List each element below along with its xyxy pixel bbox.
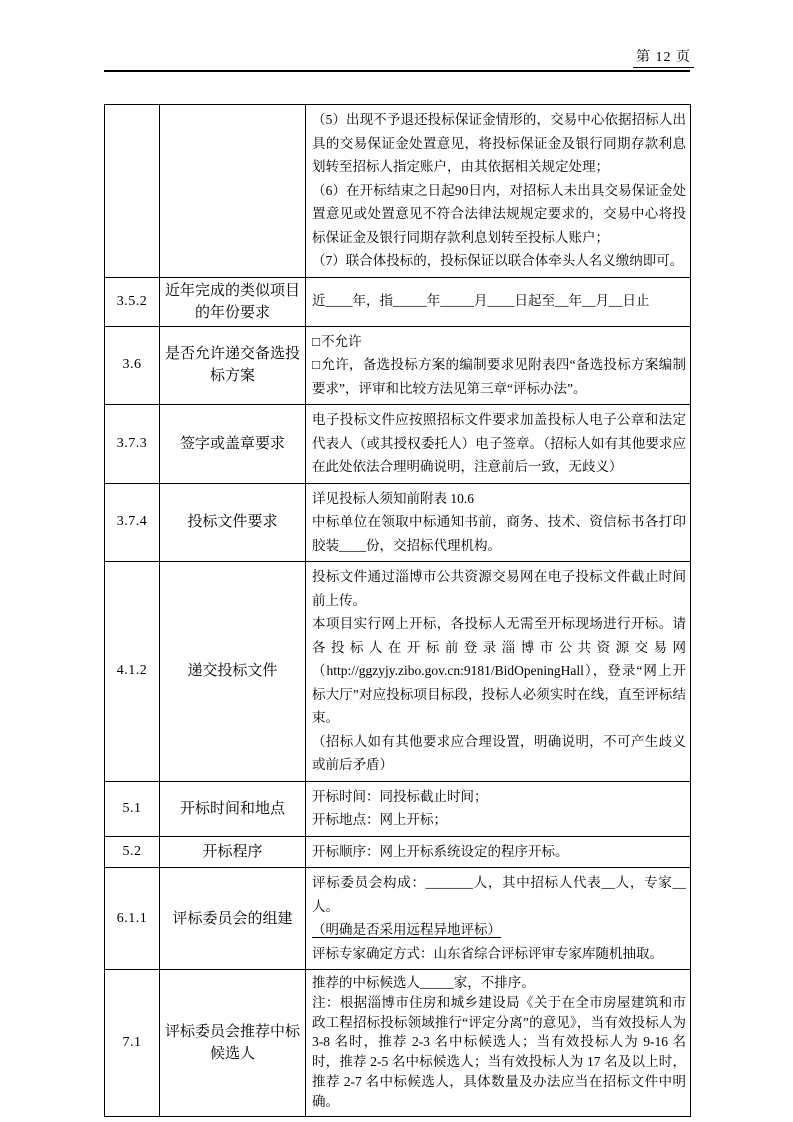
content-paragraph: [312, 808, 686, 832]
content-cell: [306, 405, 691, 484]
item-label-cell: 开标时间和地点: [160, 781, 306, 836]
content-paragraph: [312, 249, 686, 273]
content-cell: [306, 105, 691, 278]
content-cell: [306, 277, 691, 326]
table-row: [105, 836, 691, 868]
clause-number-cell: 3.5.2: [105, 277, 160, 326]
table-row: [105, 781, 691, 836]
paragraph-text: 近____年，指_____年_____月____日起至__年__月__日止: [312, 293, 650, 309]
item-label-cell: 评标委员会的组建: [160, 868, 306, 970]
paragraph-text: 允许，备选投标方案的编制要求见附表四“备选投标方案编制要求”，评审和比较方法见第三章“评标办法”。: [312, 357, 686, 396]
paragraph-text: （明确是否采用远程异地评标）: [312, 922, 501, 937]
paragraph-text: （5）出现不予退还投标保证金情形的，交易中心依据招标人出具的交易保证金处置意见，将投标保证金及银行同期存款利息划转至招标人指定账户，由其依据相关规定处理；: [312, 112, 686, 174]
paragraph-text: 评标专家确定方式：山东省综合评标评审专家库随机抽取。: [312, 945, 663, 961]
table-row: [105, 105, 691, 278]
content-cell: [306, 483, 691, 562]
table-row: [105, 277, 691, 326]
paragraph-text: 开标时间：同投标截止时间；: [312, 788, 488, 804]
paragraph-text: 开标顺序：网上开标系统设定的程序开标。: [312, 843, 569, 859]
content-paragraph: [312, 612, 686, 730]
content-paragraph: [312, 942, 686, 966]
table-row: [105, 326, 691, 405]
paragraph-text: （6）在开标结束之日起90日内，对招标人未出具交易保证金处置意见或处置意见不符合法律法规规定要求的，交易中心将投标保证金及银行同期存款利息划转至投标人账户；: [312, 182, 686, 245]
paragraph-text: 推荐的中标候选人_____家，不排序。: [312, 975, 535, 990]
table-row: [105, 562, 691, 782]
content-paragraph: [312, 408, 686, 479]
paragraph-text: （招标人如有其他要求应合理设置，明确说明，不可产生歧义或前后矛盾）: [312, 733, 686, 772]
content-cell: [306, 970, 691, 1117]
clause-number-cell: 7.1: [105, 970, 160, 1117]
content-paragraph: [312, 565, 686, 612]
checkbox-empty-icon: □: [312, 357, 321, 372]
bid-conditions-table: [104, 104, 691, 1117]
content-cell: [306, 868, 691, 970]
paragraph-text: 注：根据淄博市住房和城乡建设局《关于在全市房屋建筑和市政工程招标投标领域推行“评定分离”的意见》，当有效投标人为 3-8 名时，推荐 2-3 名中标候选人；当有效投标人为 9-16 名时，推荐 2-5 名中标候选人；当有效投标人为 17 名及以上时，推荐 2-7 名中标候选人，具体数量及办法应当在招标文件中明确。: [312, 994, 686, 1109]
content-paragraph: [312, 785, 686, 809]
item-label-cell: 递交投标文件: [160, 562, 306, 782]
content-paragraph: [312, 330, 686, 354]
content-cell: [306, 781, 691, 836]
clause-number-cell: 5.2: [105, 836, 160, 868]
content-paragraph: [312, 108, 686, 179]
item-label-cell: 投标文件要求: [160, 483, 306, 562]
clause-number-cell: 3.7.3: [105, 405, 160, 484]
clause-number-cell: 4.1.2: [105, 562, 160, 782]
item-label-cell: 是否允许递交备选投标方案: [160, 326, 306, 405]
content-paragraph: [312, 730, 686, 777]
item-label-cell: [160, 105, 306, 278]
paragraph-text: 中标单位在领取中标通知书前，商务、技术、资信标书各打印胶装____份，交招标代理机构。: [312, 514, 686, 553]
content-paragraph: [312, 871, 686, 918]
content-paragraph: [312, 918, 686, 942]
content-cell: [306, 326, 691, 405]
paragraph-text: （7）联合体投标的，投标保证以联合体牵头人名义缴纳即可。: [312, 253, 684, 268]
item-label-cell: 开标程序: [160, 836, 306, 868]
paragraph-text: 不允许: [321, 333, 362, 349]
item-label-cell: 评标委员会推荐中标候选人: [160, 970, 306, 1117]
content-cell: [306, 836, 691, 868]
content-paragraph: [312, 840, 686, 864]
content-cell: [306, 562, 691, 782]
table-row: [105, 868, 691, 970]
item-label-cell: 近年完成的类似项目的年份要求: [160, 277, 306, 326]
table-row: [105, 483, 691, 562]
content-paragraph: [312, 179, 686, 250]
clause-number-cell: 5.1: [105, 781, 160, 836]
paragraph-text: 开标地点：网上开标；: [312, 812, 447, 827]
content-paragraph: [312, 289, 686, 313]
paragraph-text: 本项目实行网上开标，各投标人无需至开标现场进行开标。请各投标人在开标前登录淄博市公共资源交易网（http://ggzyjy.zibo.gov.cn:9181/BidOpeningHall），登录“网上开标大厅”对应投标项目标段，投标人必须实时在线，直至评标结束。: [312, 616, 686, 725]
checkbox-empty-icon: □: [312, 333, 321, 349]
paragraph-text: 投标文件通过淄博市公共资源交易网在电子投标文件截止时间前上传。: [312, 569, 686, 608]
page-header: [104, 46, 690, 72]
content-paragraph: [312, 510, 686, 557]
table-row: [105, 405, 691, 484]
paragraph-text: 详见投标人须知前附表 10.6: [312, 490, 474, 506]
content-paragraph: [312, 993, 686, 1112]
item-label-cell: 签字或盖章要求: [160, 405, 306, 484]
paragraph-text: 电子投标文件应按照招标文件要求加盖投标人电子公章和法定代表人（或其授权委托人）电子签章。（招标人如有其他要求应在此处依法合理明确说明，注意前后一致，无歧义）: [312, 412, 686, 474]
content-paragraph: [312, 487, 686, 511]
content-paragraph: [312, 353, 686, 400]
table-row: [105, 970, 691, 1117]
clause-number-cell: 6.1.1: [105, 868, 160, 970]
clause-number-cell: [105, 105, 160, 278]
page-number: 第 12 页: [633, 46, 694, 68]
paragraph-text: 评标委员会构成：_______人，其中招标人代表__人，专家__人。: [312, 875, 686, 914]
clause-number-cell: 3.6: [105, 326, 160, 405]
content-paragraph: [312, 973, 686, 993]
clause-number-cell: 3.7.4: [105, 483, 160, 562]
